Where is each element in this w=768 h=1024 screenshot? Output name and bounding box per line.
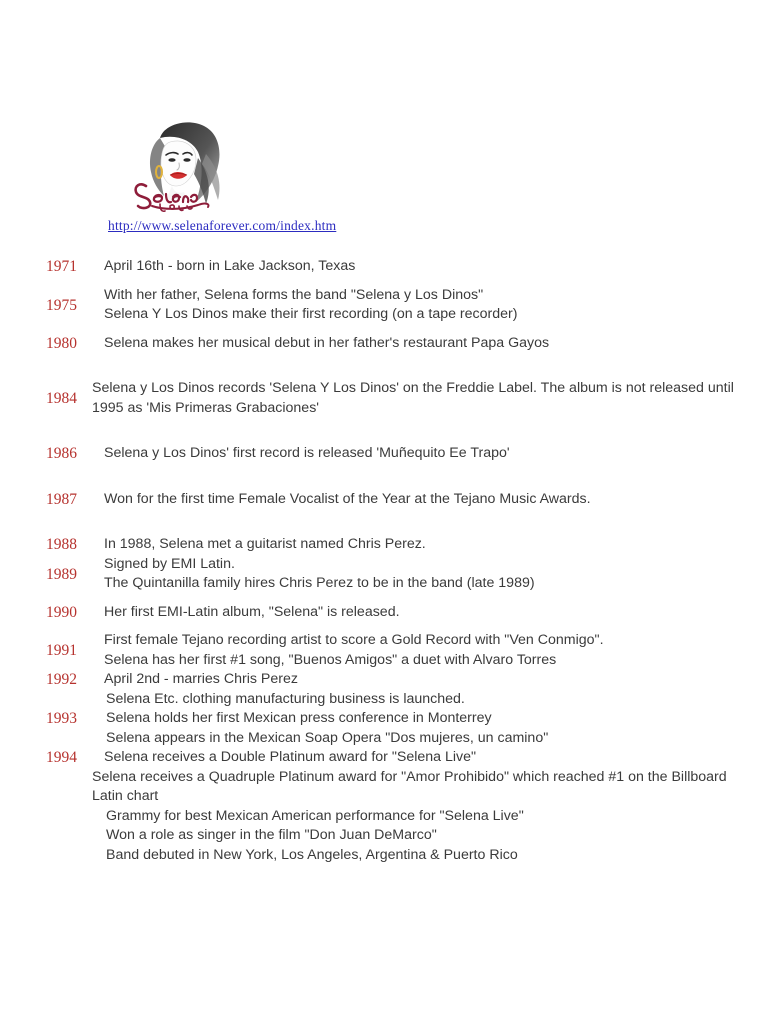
timeline-entry [46,379,738,418]
timeline-events [102,286,738,325]
timeline-entry [46,555,738,594]
timeline-event-line: Won a role as singer in the film "Don Juan DeMarco" [106,827,437,843]
timeline-event-line: Selena y Los Dinos records 'Selena Y Los Dinos' on the Freddie Label. The album is not released until 1995 as 'Mis Primeras Grabaciones' [92,380,734,416]
timeline-events [102,490,738,510]
timeline-year: 1988 [46,536,77,554]
timeline-event-line: Selena holds her first Mexican press conference in Monterrey [106,710,492,726]
timeline-event-line: Selena y Los Dinos' first record is released 'Muñequito Ee Trapo' [104,445,510,461]
timeline-entry [46,748,738,865]
timeline-entry [46,690,738,749]
timeline-event-line: Won for the first time Female Vocalist of the Year at the Tejano Music Awards. [104,490,591,507]
timeline-year: 1994 [46,749,77,766]
timeline-entry [46,257,738,277]
timeline-list [0,257,768,865]
timeline-event-line: First female Tejano recording artist to score a Gold Record with "Ven Conmigo". [104,632,604,648]
timeline-year: 1986 [46,445,77,463]
timeline-year: 1980 [46,334,77,352]
timeline-event-line: With her father, Selena forms the band "Selena y Los Dinos" [104,286,484,303]
timeline-event-line: Selena Etc. clothing manufacturing business is launched. [106,690,465,707]
timeline-entry [46,444,738,464]
document-header [0,0,768,235]
timeline-events [102,690,738,749]
timeline-entry [46,490,738,510]
timeline-entry [46,631,738,670]
timeline-events [92,748,738,865]
timeline-event-line: Grammy for best Mexican American performance for "Selena Live" [106,807,524,824]
timeline-entry [46,603,738,623]
timeline-event-line: April 16th - born in Lake Jackson, Texas [104,258,356,274]
timeline-events [102,670,738,690]
timeline-year: 1987 [46,490,77,508]
timeline-event-line: Band debuted in New York, Los Angeles, Argentina & Puerto Rico [106,846,518,863]
timeline-event-line: Selena appears in the Mexican Soap Opera "Dos mujeres, un camino" [106,729,549,746]
timeline-events [92,379,738,418]
timeline-entry [46,334,738,354]
timeline-year: 1991 [46,642,77,659]
timeline-entry [46,670,738,690]
timeline-event-line: Selena has her first #1 song, "Buenos Amigos" a duet with Alvaro Torres [104,651,557,668]
timeline-events [102,257,738,277]
timeline-events [102,334,738,354]
timeline-events [102,631,738,670]
timeline-event-line: Selena receives a Double Platinum award for "Selena Live" [104,749,477,765]
timeline-events [102,603,738,623]
timeline-year: 1975 [46,296,77,314]
timeline-events [102,555,738,594]
timeline-event-line: Signed by EMI Latin. [104,555,235,572]
timeline-year: 1993 [46,710,77,728]
timeline-year: 1990 [46,603,77,621]
selenaforever-website-link[interactable]: http://www.selenaforever.com/index.htm [108,218,337,233]
logo-artwork-icon [126,118,246,214]
timeline-event-line: In 1988, Selena met a guitarist named Chris Perez. [104,536,426,552]
selena-forever-logo [126,118,246,214]
timeline-event-line: Selena Y Los Dinos make their first recording (on a tape recorder) [104,306,518,322]
timeline-event-line: April 2nd - marries Chris Perez [104,671,298,687]
timeline-events [102,535,738,555]
timeline-year: 1989 [46,565,77,583]
timeline-event-line: Her first EMI-Latin album, "Selena" is released. [104,603,400,620]
timeline-entry [46,286,738,325]
timeline-events [102,444,738,464]
timeline-event-line: Selena receives a Quadruple Platinum award for "Amor Prohibido" which reached #1 on the Billboard Latin chart [92,768,727,804]
timeline-event-line: The Quintanilla family hires Chris Perez to be in the band (late 1989) [104,575,535,591]
timeline-year: 1992 [46,671,77,689]
timeline-entry [46,535,738,555]
timeline-year: 1971 [46,258,77,276]
timeline-event-line: Selena makes her musical debut in her father's restaurant Papa Gayos [104,334,550,351]
timeline-year: 1984 [46,390,77,407]
